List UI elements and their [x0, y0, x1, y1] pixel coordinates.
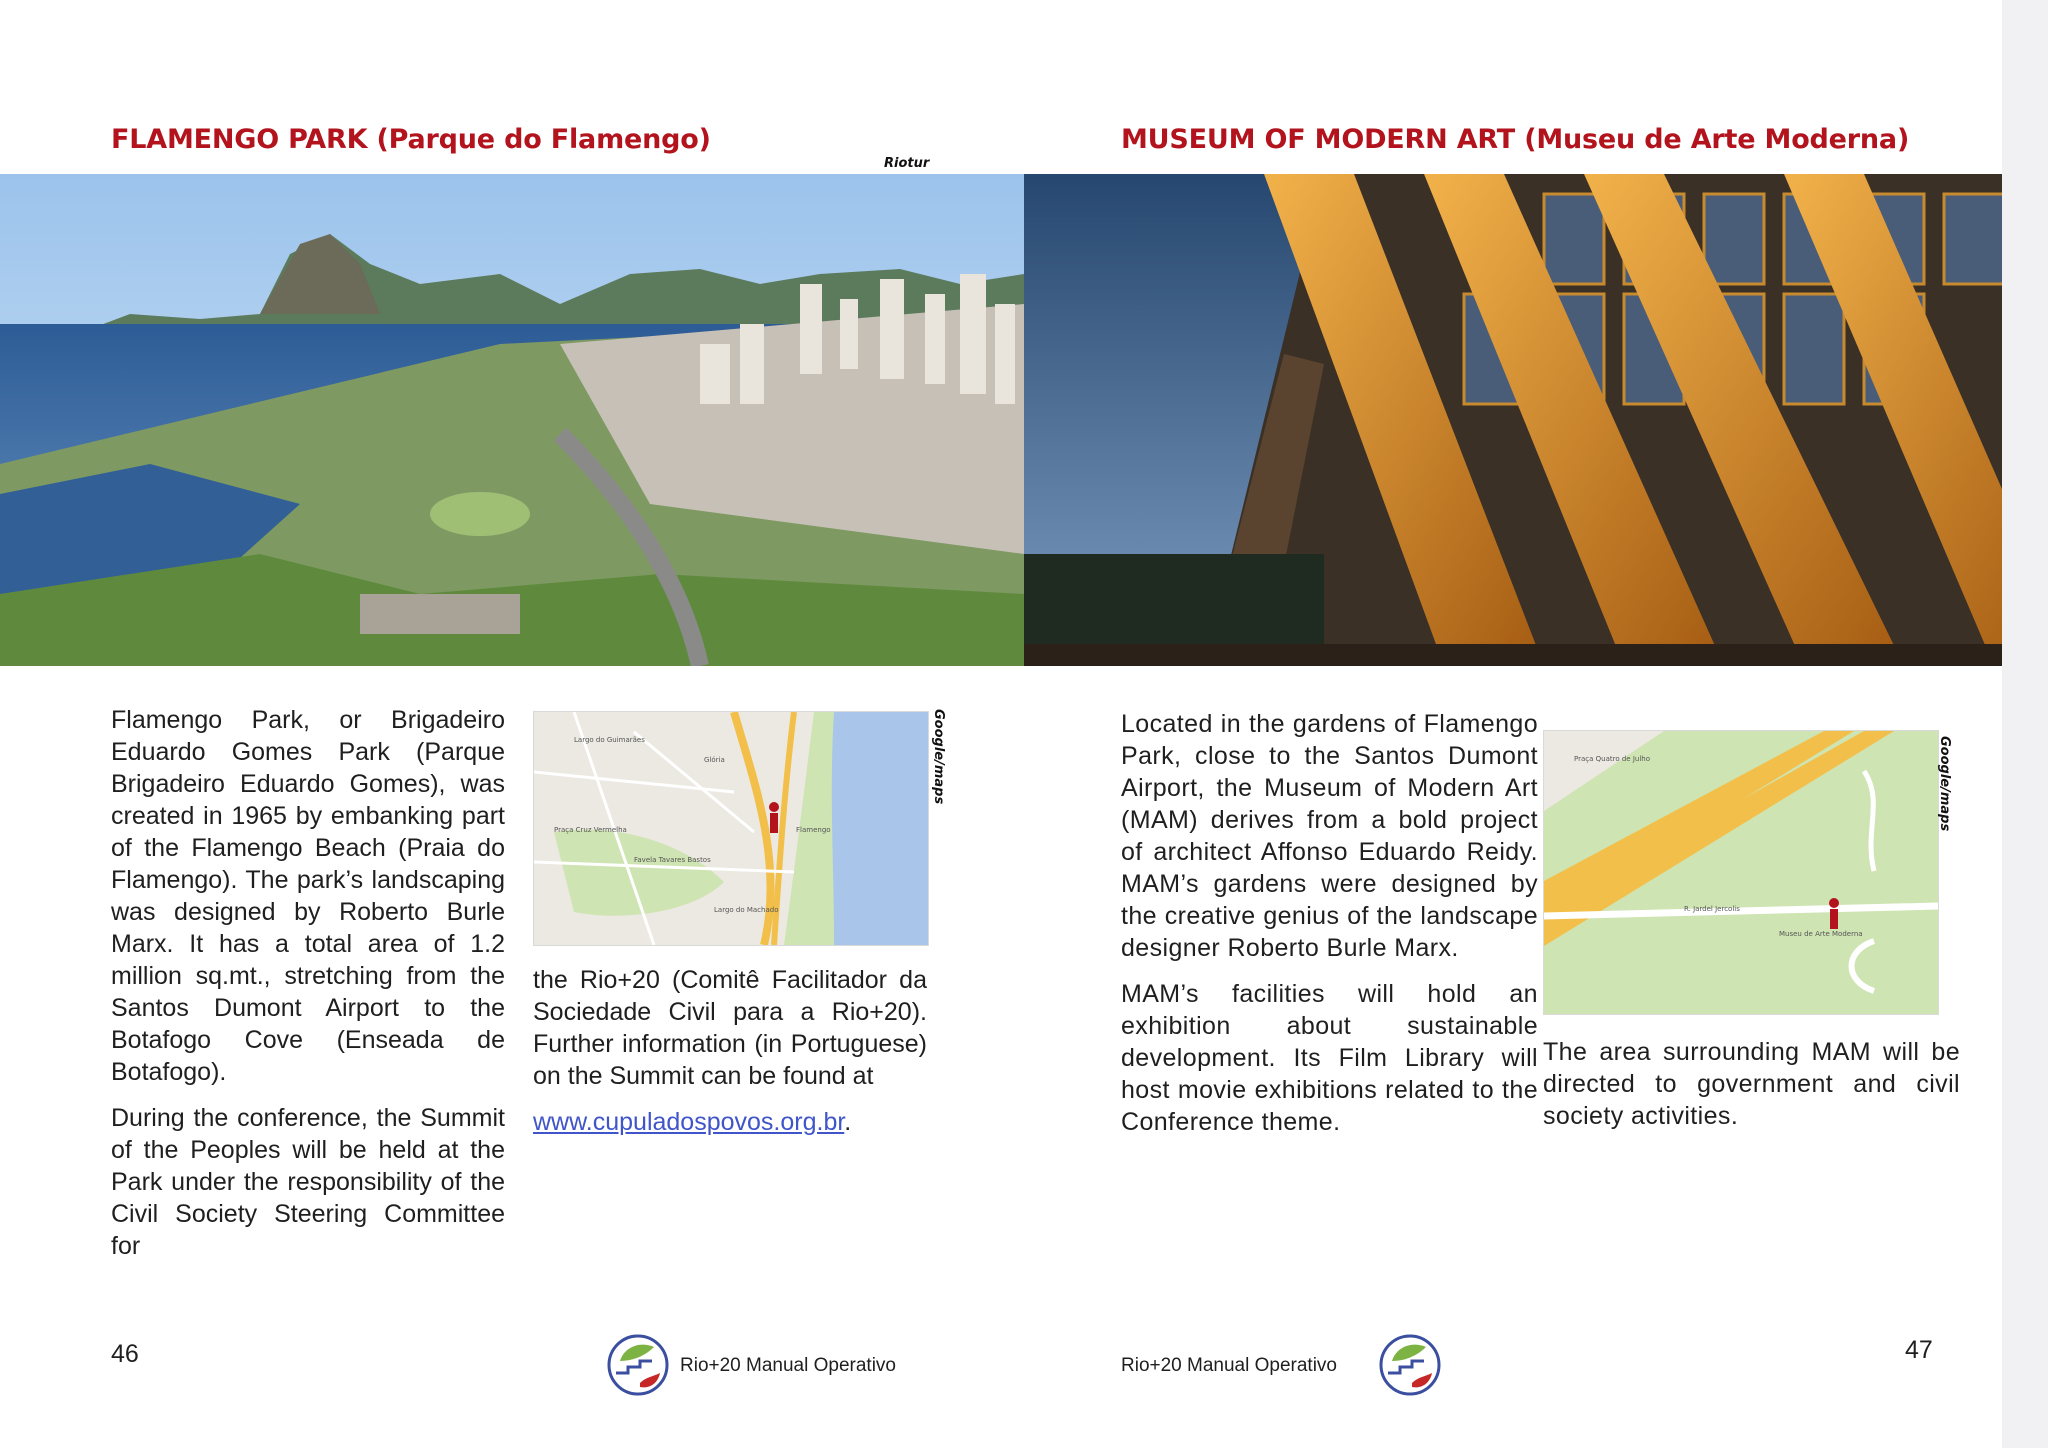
- page-number: 46: [111, 1340, 139, 1368]
- text-column-2: [1543, 1036, 1960, 1146]
- museum-modern-art-photo: [1024, 174, 2048, 666]
- text-column-1: [111, 704, 505, 1276]
- location-map[interactable]: [533, 711, 929, 946]
- footer-label: Rio+20 Manual Operativo: [1121, 1355, 1337, 1376]
- museum-building-image: [1024, 174, 2048, 666]
- paragraph: [533, 1106, 927, 1138]
- paragraph: During the conference, the Summit of the Peoples will be held at the Park under the responsibility of the Civil Society Steering Committee for: [111, 1104, 505, 1260]
- text-column-1: [1121, 708, 1538, 1152]
- text-column-2: [533, 964, 927, 1152]
- location-map[interactable]: [1543, 730, 1939, 1015]
- aerial-city-image: [0, 174, 1024, 666]
- link-suffix: .: [844, 1108, 852, 1136]
- photo-credit: Riotur: [884, 156, 930, 171]
- page-title: MUSEUM OF MODERN ART (Museu de Arte Moderna): [1121, 124, 1910, 155]
- right-page: [1024, 0, 2048, 1448]
- footer-label: Rio+20 Manual Operativo: [680, 1355, 896, 1376]
- map-label: Museu de Arte Moderna: [1779, 930, 1863, 938]
- map-label: Praça Quatro de Julho: [1574, 755, 1650, 763]
- paragraph: [533, 964, 927, 1092]
- map-label: Praça Cruz Vermelha: [554, 826, 627, 834]
- map-credit: Google/maps: [1937, 736, 1952, 832]
- paragraph: The area surrounding MAM will be directed to government and civil society activities.: [1543, 1038, 1960, 1130]
- paragraph: MAM’s facilities will hold an exhibition about sustainable development. Its Film Library will host movie exhibitions related to the Conference theme.: [1121, 980, 1538, 1136]
- rio20-logo-icon: [606, 1333, 670, 1397]
- paragraph: Located in the gardens of Flamengo Park, close to the Santos Dumont Airport, the Museum of Modern Art (MAM) derives from a bold project of architect Affonso Eduardo Reidy. MAM’s gardens were designed by the creative genius of the landscape designer Roberto Burle Marx.: [1121, 710, 1538, 962]
- map-label: Flamengo: [796, 826, 831, 834]
- map-label: Largo do Guimarães: [574, 736, 645, 744]
- map-label: Largo do Machado: [714, 906, 779, 914]
- paragraph: Flamengo Park, or Brigadeiro Eduardo Gomes Park (Parque Brigadeiro Eduardo Gomes), was created in 1965 by embanking part of the Flamengo Beach (Praia do Flamengo). The park’s landscaping was designed by Roberto Burle Marx. It has a total area of 1.2 million sq.mt., stretching from the Santos Dumont Airport to the Botafogo Cove (Enseada de Botafogo).: [111, 706, 505, 1086]
- map-image: [1544, 731, 1938, 1014]
- map-label: R. Jardel Jercolis: [1684, 905, 1740, 913]
- page-title: FLAMENGO PARK (Parque do Flamengo): [111, 124, 711, 155]
- map-label: Glória: [704, 756, 725, 764]
- map-image: [534, 712, 928, 945]
- summit-website-link[interactable]: www.cupuladospovos.org.br: [533, 1108, 845, 1136]
- paragraph-text: the Rio+20 (Comitê Facilitador da Sociedade Civil para a Rio+20). Further information (in Portuguese) on the Summit can be found at: [533, 966, 927, 1090]
- flamengo-park-photo: [0, 174, 1024, 666]
- rio20-logo-icon: [1378, 1333, 1442, 1397]
- map-credit: Google/maps: [931, 709, 946, 805]
- page-number: 47: [1905, 1336, 1933, 1364]
- map-label: Favela Tavares Bastos: [634, 856, 711, 864]
